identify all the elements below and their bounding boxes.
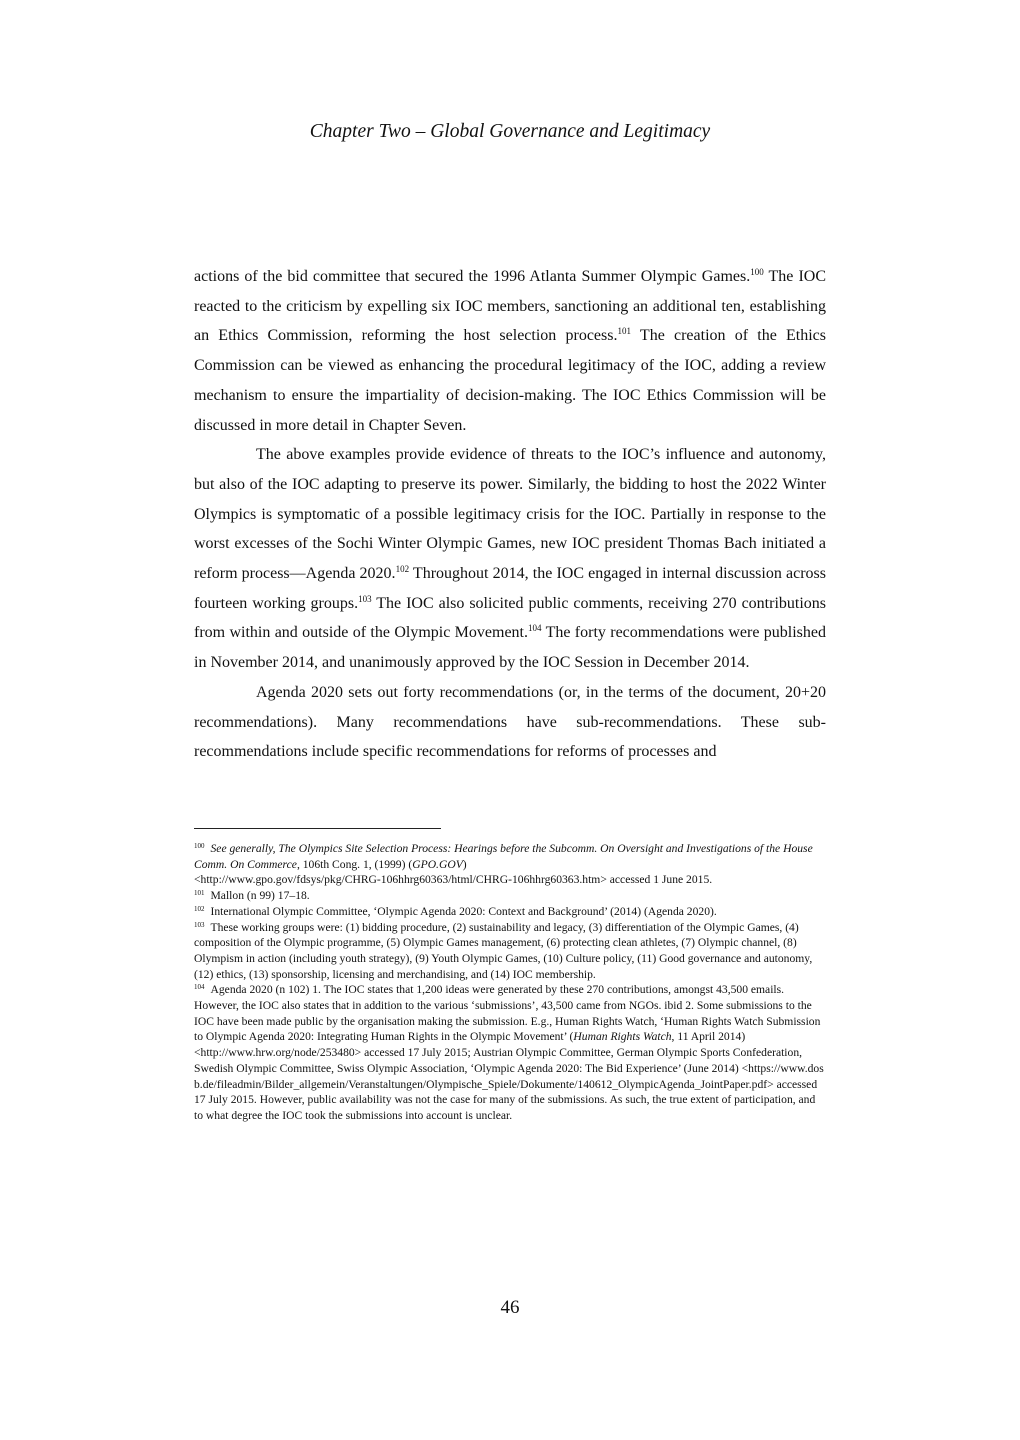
footnote-102: $^{102}$ International Olympic Committee, ‘Olympic Agenda 2020: Context and Background’ (2014) (Agenda 2020). — [194, 904, 717, 918]
paragraph-2: The above examples provide evidence of threats to the IOC’s influence and autonomy, but also of the IOC adapting to preserve its power. Similarly, the bidding to host the 2022 Winter Olympics is symptomatic of a possible legitimacy crisis for the IOC. Partially in response to the worst excesses of the Sochi Winter Olympic Games, new IOC president Thomas Bach initiated a reform process—Agenda 2020.$^{102}$ Throughout 2014, the IOC engaged in internal discussion across fourteen working groups.$^{103}$ The IOC also solicited public comments, receiving 270 contributions from within and outside of the Olympic Movement.$^{104}$ The forty recommendations were published in November 2014, and unanimously approved by the IOC Session in December 2014. — [194, 446, 827, 672]
footnotes — [194, 841, 826, 1124]
footnote-ref-103[interactable]: 103 — [358, 593, 372, 604]
footnote-100: $^{100}$ See generally, The Olympics Site Selection Process: Hearings before the Subcomm. On Oversight and Investigations of the House Comm. On Commerce, 106th Cong. 1, (1999) (GPO.GOV) <http://www.gpo.gov/fdsys/pkg/CHRG-106hhrg60363/html/CHRG-106hhrg60363.htm> accessed 1 June 2015. — [194, 842, 813, 887]
footnote-101: $^{101}$ Mallon (n 99) 17–18. — [194, 889, 310, 903]
paragraph-1: actions of the bid committee that secured the 1996 Atlanta Summer Olympic Games.$^{100}$ The IOC reacted to the criticism by expelling six IOC members, sanctioning an additional ten, establishing an Ethics Commission, reforming the host selection process.$^{101}$ The creation of the Ethics Commission can be viewed as enhancing the procedural legitimacy of the IOC, adding a review mechanism to ensure the impartiality of decision-making. The IOC Ethics Commission will be discussed in more detail in Chapter Seven. — [194, 267, 827, 434]
footnote-ref-102[interactable]: 102 — [395, 564, 410, 575]
footnote-104-link[interactable]: <https://www.dosb.de/fileadmin/Bilder_allgemein/Veranstaltungen/Olympische_Spiele/Dokumente/140612_OlympicAgenda_JointPaper.pdf> — [194, 1061, 824, 1091]
body-text — [194, 262, 826, 767]
footnote-104: $^{104}$ Agenda 2020 (n 102) 1. The IOC states that 1,200 ideas were generated by these 270 contributions, amongst 43,500 emails. However, the IOC also states that in addition to the various ‘submissions’, 43,500 came from NGOs. ibid 2. Some submissions to the IOC have been made public by the organisation making the submission. E.g., Human Rights Watch, ‘Human Rights Watch Submission to Olympic Agenda 2020: Integrating Human Rights in the Olympic Movement’ (Human Rights Watch, 11 April 2014) <http://www.hrw.org/node/253480> accessed 17 July 2015; Austrian Olympic Committee, German Olympic Sports Confederation, Swedish Olympic Committee, Swiss Olympic Association, ‘Olympic Agenda 2020: The Bid Experience’ (June 2014) <https://www.dosb.de/fileadmin/Bilder_allgemein/Veranstaltungen/Olympische_Spiele/Dokumente/140612_OlympicAgenda_JointPaper.pdf> accessed 17 July 2015. However, public availability was not the case for many of the submissions. As such, the true extent of participation, and to what degree the IOC took the submissions into account is unclear. — [194, 983, 824, 1122]
footnote-103: $^{103}$ These working groups were: (1) bidding procedure, (2) sustainability and legacy, (3) differentiation of the Olympic Games, (4) composition of the Olympic programme, (5) Olympic Games management, (6) protecting clean athletes, (7) Olympic channel, (8) Olympism in action (including youth strategy), (9) Youth Olympic Games, (10) Culture policy, (11) Good governance and autonomy, (12) ethics, (13) sponsorship, licensing and merchandising, and (14) IOC membership. — [194, 920, 813, 981]
footnote-divider — [194, 828, 441, 829]
footnote-ref-101[interactable]: 101 — [617, 326, 631, 337]
footnote-100-link[interactable]: <http://www.gpo.gov/fdsys/pkg/CHRG-106hhrg60363/html/CHRG-106hhrg60363.htm> accessed 1 June 2015. — [194, 873, 713, 887]
footnote-ref-104[interactable]: 104 — [528, 623, 542, 634]
paragraph-3: Agenda 2020 sets out forty recommendations (or, in the terms of the document, 20+20 recommendations). Many recommendations have sub-recommendations. These sub-recommendations include specific recommendations for reforms of processes and — [194, 683, 826, 761]
footnote-ref-100[interactable]: 100 — [750, 267, 764, 277]
running-header: Chapter Two – Global Governance and Legitimacy — [309, 121, 711, 142]
page-number: 46 — [500, 1297, 520, 1318]
